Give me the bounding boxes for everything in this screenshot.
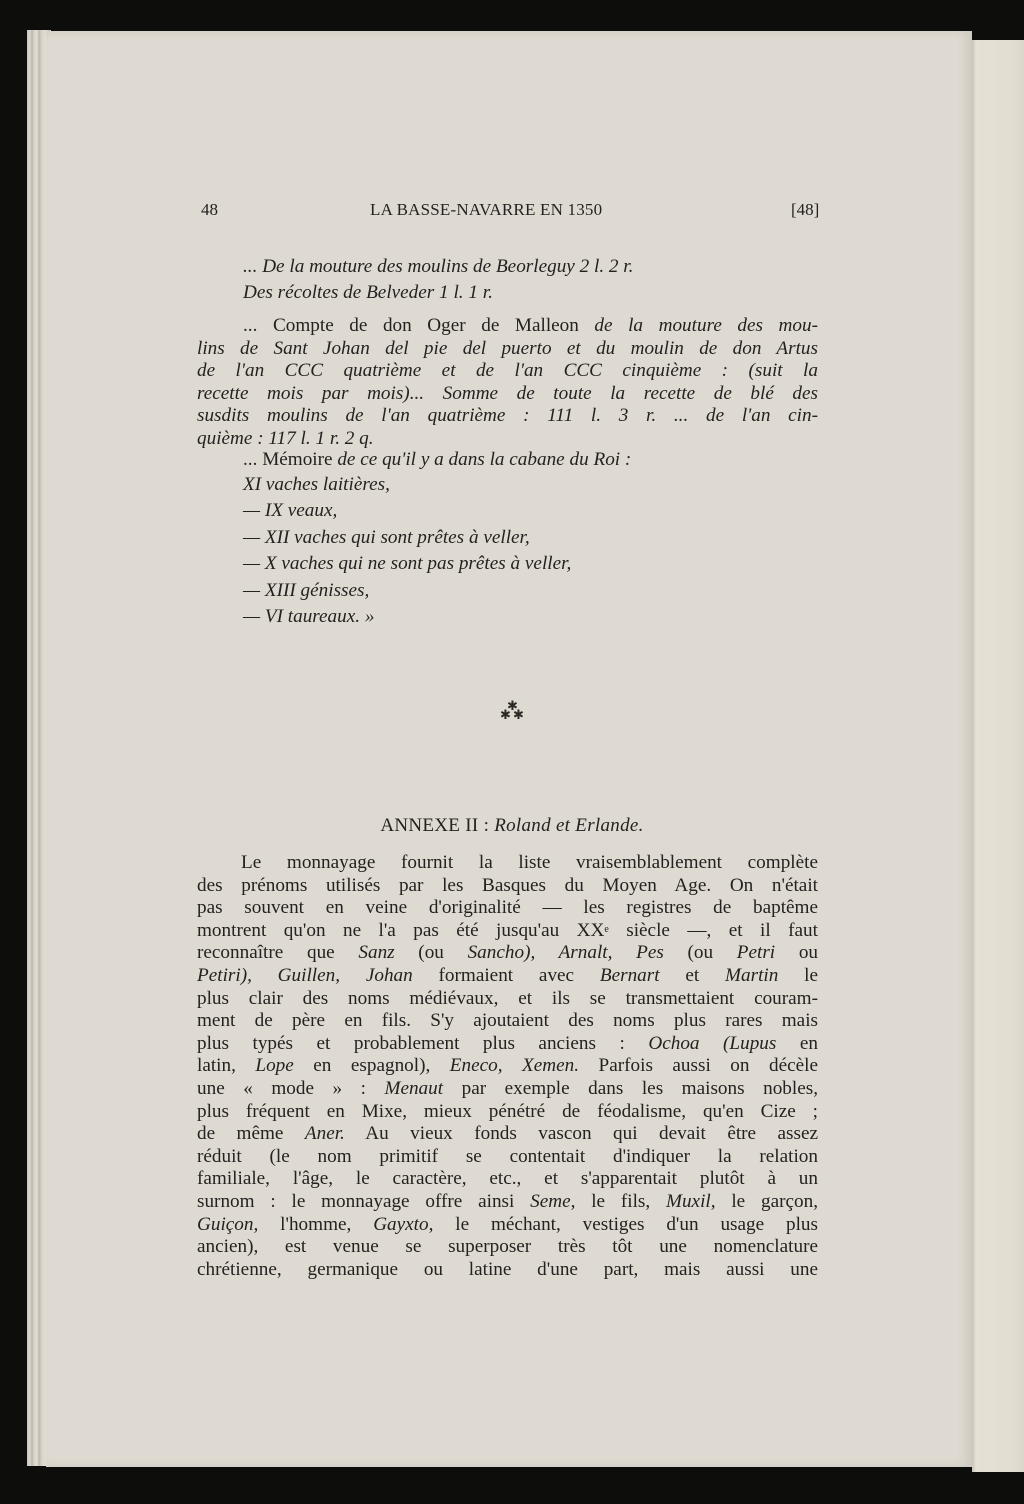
- paragraph-line: [197, 1214, 818, 1237]
- paragraph-text: (ou: [663, 942, 737, 964]
- paragraph-text: le: [778, 965, 818, 986]
- paragraph-text: reconnaître que: [197, 942, 359, 964]
- paragraph-text: Parfois aussi on décèle: [579, 1055, 818, 1077]
- paragraph-text: surnom : le monnayage offre ainsi: [197, 1191, 531, 1212]
- paragraph-text: plus clair des noms médiévaux, et ils se transmettaient couram-: [197, 987, 818, 1009]
- paragraph-text: en espagnol),: [293, 1055, 450, 1077]
- memoire-item: — IX veaux,: [243, 500, 338, 522]
- facing-page-edge: [972, 40, 1024, 1472]
- quote-italic-text: recette mois par mois)... Somme de toute la recette de blé des: [197, 382, 818, 404]
- running-title: LA BASSE-NAVARRE EN 1350: [370, 200, 603, 219]
- italic-name: Martin: [725, 965, 779, 986]
- quote-line: [197, 428, 374, 451]
- paragraph-line: [197, 1259, 818, 1282]
- paragraph-text: une « mode » :: [197, 1078, 385, 1099]
- italic-name: Sancho), Arnalt, Pes: [467, 942, 664, 964]
- paragraph-text: ou: [775, 942, 819, 964]
- quote-italic-text: quième : 117 l. 1 r. 2 q.: [197, 428, 374, 449]
- paragraph-line: [241, 852, 818, 875]
- star-icon: ✱: [513, 708, 524, 723]
- paragraph-line: [197, 1101, 818, 1124]
- italic-name: Guiçon,: [197, 1213, 259, 1235]
- quote-italic-text: de l'an CCC quatrième et de l'an CCC cinquième : (suit la: [197, 360, 818, 382]
- italic-name: Sanz: [358, 942, 395, 964]
- quote-italic-text: susdits moulins de l'an quatrième : 111 l. 3 r. ... de l'an cin-: [197, 405, 818, 427]
- paragraph-text: et: [659, 965, 726, 986]
- italic-name: Petri: [736, 942, 776, 964]
- paragraph-line: [197, 988, 818, 1011]
- paragraph-text: (ou: [394, 942, 468, 964]
- paragraph-text: en: [776, 1032, 818, 1054]
- annex-title: Roland et Erlande.: [494, 815, 644, 836]
- memoire-rest: de ce qu'il y a dans la cabane du Roi :: [332, 449, 632, 470]
- paragraph-line: [197, 1191, 818, 1214]
- quote-italic-text: de la mouture des mou-: [578, 315, 818, 336]
- star-icon: ✱: [507, 699, 518, 714]
- superscript-text: e: [604, 923, 609, 935]
- paragraph-text: le fils,: [575, 1191, 666, 1212]
- quote-line: [197, 405, 818, 428]
- asterism-separator: [497, 700, 527, 724]
- paragraph-line: [197, 875, 818, 898]
- paragraph-text: de même: [197, 1123, 305, 1145]
- paragraph-line: [197, 1168, 818, 1191]
- paragraph-line: [197, 920, 818, 943]
- star-icon: ✱: [500, 708, 511, 723]
- italic-name: Petiri), Guillen, Johan: [197, 965, 413, 986]
- quote-line: [197, 383, 818, 406]
- paragraph-text: plus typés et probablement plus anciens :: [197, 1032, 649, 1054]
- annex-heading: [0, 815, 1024, 837]
- paragraph-line: [197, 1146, 818, 1169]
- paragraph-text: ment de père en fils. S'y ajoutaient des noms plus rares mais: [197, 1010, 818, 1032]
- quote-italic-text: lins de Sant Johan del pie del puerto et du moulin de don Artus: [197, 337, 818, 359]
- paragraph-text: familiale, l'âge, le caractère, etc., et s'apparentait plutôt à un: [197, 1168, 818, 1190]
- italic-name: Gayxto,: [373, 1213, 434, 1235]
- paragraph-text: ancien), est venue se superposer très tôt une nomenclature: [197, 1236, 818, 1258]
- quote-line-belveder: Des récoltes de Belveder 1 l. 1 r.: [243, 282, 493, 303]
- memoire-item: — X vaches qui ne sont pas prêtes à veller,: [243, 553, 572, 575]
- paragraph-line: [197, 942, 818, 965]
- italic-name: Bernart: [599, 965, 660, 986]
- quote-line: [197, 338, 818, 361]
- paragraph-text: pas souvent en veine d'originalité — les registres de baptême: [197, 897, 818, 919]
- paragraph-text: plus fréquent en Mixe, mieux pénétré de féodalisme, qu'en Cize ;: [197, 1100, 818, 1122]
- page-number-left: 48: [201, 200, 218, 219]
- paragraph-text: par exemple dans les maisons nobles,: [443, 1078, 818, 1099]
- paragraph-text: le méchant, vestiges d'un usage plus: [433, 1213, 818, 1235]
- memoire-item: — XIII génisses,: [243, 579, 370, 601]
- paragraph-text: le garçon,: [715, 1191, 818, 1212]
- paragraph-line: [197, 1236, 818, 1259]
- paragraph-text: l'homme,: [258, 1213, 374, 1235]
- paragraph-line: [197, 1055, 818, 1078]
- italic-name: Menaut: [384, 1078, 444, 1099]
- paragraph-text: montrent qu'on ne l'a pas été jusqu'au XX: [197, 919, 605, 941]
- quote-line: [243, 315, 818, 338]
- paragraph-line: [197, 1078, 818, 1101]
- paragraph-text: Au vieux fonds vascon qui devait être assez: [344, 1123, 818, 1145]
- paragraph-line: [197, 1010, 818, 1033]
- paragraph-text: Le monnayage fournit la liste vraisemblablement complète: [241, 852, 818, 873]
- italic-name: Seme,: [530, 1191, 576, 1212]
- memoire-heading: [243, 449, 631, 472]
- memoire-item: — VI taureaux. »: [243, 606, 375, 627]
- paragraph-text: siècle —, et il faut: [608, 919, 818, 941]
- italic-name: Muxil,: [665, 1191, 716, 1212]
- paragraph-line: [197, 1033, 818, 1056]
- memoire-item: XI vaches laitières,: [243, 474, 390, 495]
- paragraph-text: chrétienne, germanique ou latine d'une part, mais aussi une: [197, 1258, 818, 1280]
- paragraph-text: formaient avec: [412, 965, 600, 986]
- italic-name: Eneco, Xemen.: [449, 1055, 580, 1077]
- quote-roman-text: ... Compte de don Oger de Malleon: [243, 315, 579, 336]
- memoire-lead: ... Mémoire: [243, 449, 333, 470]
- paragraph-line: [197, 897, 818, 920]
- page-number-right: [48]: [791, 200, 820, 219]
- paragraph-text: latin,: [197, 1055, 256, 1077]
- italic-name: Ochoa (Lupus: [648, 1032, 777, 1054]
- paragraph-text: des prénoms utilisés par les Basques du Moyen Age. On n'était: [197, 874, 818, 896]
- paragraph-text: réduit (le nom primitif se contentait d'indiquer la relation: [197, 1145, 818, 1167]
- paragraph-line: [197, 965, 818, 988]
- quote-line-beorleguy: ... De la mouture des moulins de Beorleguy 2 l. 2 r.: [243, 256, 634, 277]
- memoire-item: — XII vaches qui sont prêtes à veller,: [243, 526, 530, 548]
- italic-name: Lope: [255, 1055, 294, 1077]
- annex-label: ANNEXE II :: [380, 815, 495, 836]
- quote-line: [197, 360, 818, 383]
- paragraph-line: [197, 1123, 818, 1146]
- italic-name: Aner.: [304, 1123, 345, 1145]
